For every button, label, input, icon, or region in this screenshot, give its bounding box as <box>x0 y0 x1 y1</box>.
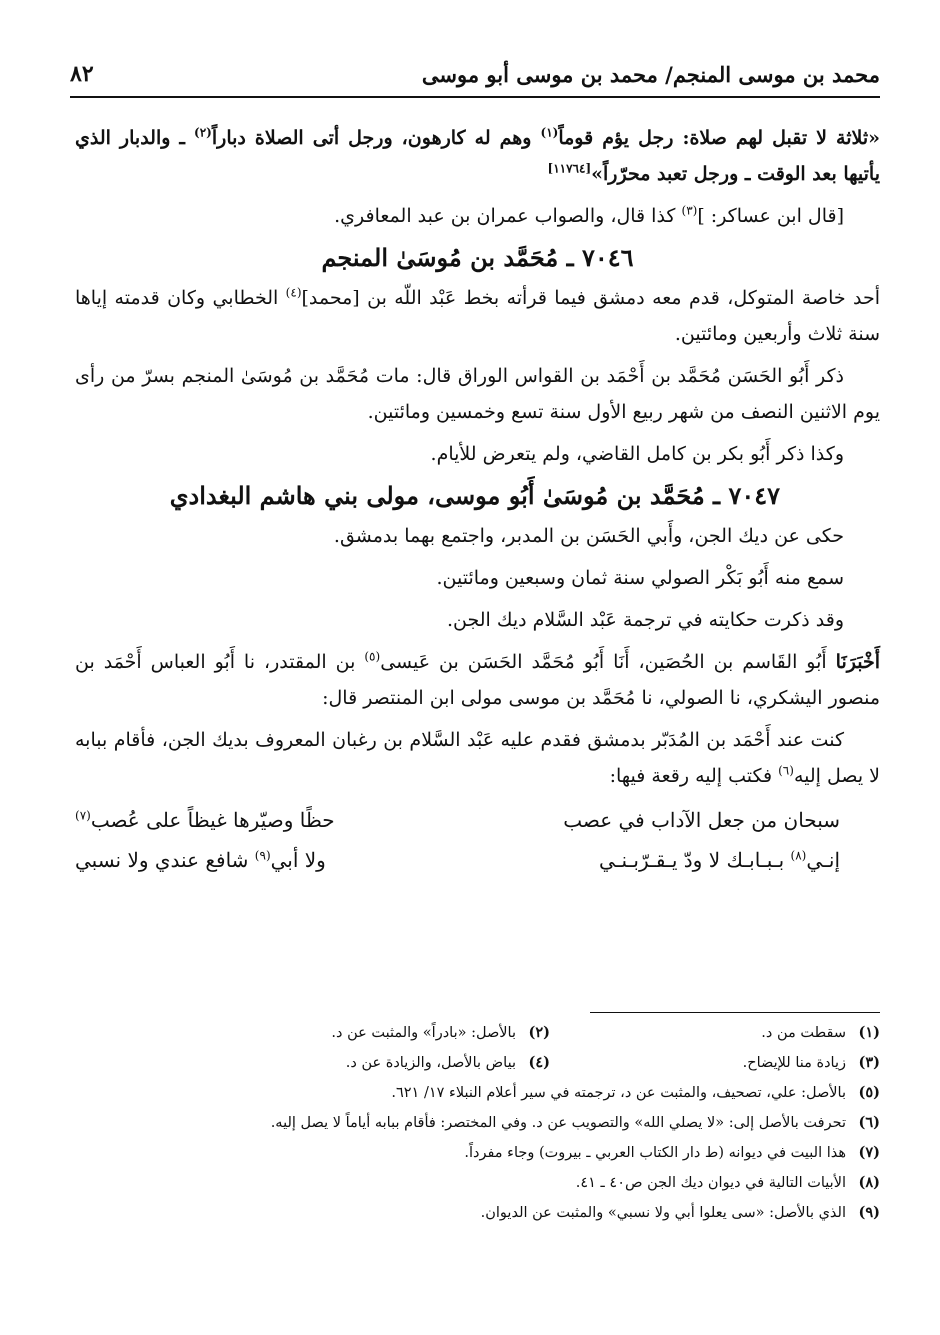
footnote-8: (٨)الأبيات التالية في ديوان ديك الجن ص٤٠ ـ ٤١. <box>575 1174 880 1191</box>
paragraph-3: أحد خاصة المتوكل، قدم معه دمشق فيما قرأته بخط عَبْد اللّه بن [محمد]$^{(٤)}$ الخطابي وكان قدمته إياها سنة ثلاث وأربعين ومائتين. <box>75 285 880 345</box>
footnote-divider <box>590 1012 880 1013</box>
editor-note-paragraph: [قال ابن عساكر: ]$^{(٣)}$ كذا قال، والصواب عمران بن عبد المعافري. <box>334 203 844 227</box>
hemistich: حظًا وصيّرها غيظاً على عُصب$^{(٧)}$ <box>75 808 335 832</box>
hemistich: سبحان من جعل الآداب في عصب <box>563 808 840 832</box>
isnad-paragraph: أَخْبَرَنَا أَبُو القَاسم بن الحُصَين، أَنَا أَبُو مُحَمَّد الحَسَن بن عَيسى$^{(٥)}$ بن المقتدر، نا أَبُو العباس أَحْمَد بن منصور اليشكري، نا الصولي، نا مُحَمَّد بن موسى مولى ابن المنتصر قال: <box>75 649 880 709</box>
footnote-7: (٧)هذا البيت في ديوانه (ط دار الكتاب العربي ـ بيروت) وجاء مفرداً. <box>464 1144 880 1161</box>
footnote-2: (٢)بالأصل: «بادراً» والمثبت عن د. <box>331 1024 550 1041</box>
footnote-6: (٦)تحرفت بالأصل إلى: «لا يصلي الله» والتصويب عن د. وفي المختصر: فأقام ببابه أياماً لا يصل إليه. <box>270 1114 880 1131</box>
paragraph-8: وقد ذكرت حكايته في ترجمة عَبْد السَّلام ديك الجن. <box>446 609 844 631</box>
footnote-9: (٩)الذي بالأصل: «سى يعلوا أبي ولا نسبي» والمثبت عن الديوان. <box>480 1204 880 1221</box>
poem-line-1 <box>75 800 880 840</box>
hemistich: ولا أبي$^{(٩)}$ شافع عندي ولا نسبي <box>75 848 326 872</box>
entry-title-7046: ٧٠٤٦ ـ مُحَمَّد بن مُوسَىٰ المنجم <box>321 243 634 272</box>
page-number: ٨٢ <box>70 61 94 87</box>
footnote-3: (٣)زيادة منا للإيضاح. <box>742 1054 880 1071</box>
paragraph-6: حكى عن ديك الجن، وأَبي الحَسَن بن المدبر، واجتمع بهما بدمشق. <box>333 525 844 547</box>
entry-title-7047: ٧٠٤٧ ـ مُحَمَّد بن مُوسَىٰ أَبُو موسى، مولى بني هاشم البغدادي <box>169 481 780 510</box>
footnote-row <box>80 1018 880 1048</box>
paragraph-7: سمع منه أَبُو بَكْر الصولي سنة ثمان وسبعين ومائتين. <box>436 567 844 589</box>
footnote-1: (١)سقطت من د. <box>761 1024 880 1041</box>
footnote-row <box>80 1048 880 1078</box>
paragraph-10: كنت عند أَحْمَد بن المُدَبّر بدمشق فقدم عليه عَبْد السَّلام بن رغبان المعروف بديك الجن، فأقام ببابه لا يصل إليه$^{(٦)}$ فكتب إليه رقعة فيها: <box>75 729 880 787</box>
page-header <box>70 52 880 98</box>
hemistich: إنـي$^{(٨)}$ بـبـابـك لا ودّ يـقـرّبـنـي <box>598 848 840 872</box>
paragraph-4: ذكر أَبُو الحَسَن مُحَمَّد بن أَحْمَد بن القواس الوراق قال: مات مُحَمَّد بن مُوسَىٰ المنجم بسرّ من رأى يوم الاثنين النصف من شهر ربيع الأول سنة تسع وخمسين ومائتين. <box>75 365 880 423</box>
poem-line-2 <box>75 840 880 880</box>
footnotes <box>80 1018 880 1228</box>
main-text <box>75 120 880 880</box>
footnote-5: (٥)بالأصل: علي، تصحيف، والمثبت عن د، ترجمته في سير أعلام النبلاء ١٧/ ٦٢١. <box>391 1084 880 1101</box>
hadith-paragraph: «ثلاثة لا تقبل لهم صلاة: رجل يؤم قوماً$^{(١)}$ وهم له كارهون، ورجل أتى الصلاة دباراً$^{(٢)}$ ـ والدبار الذي يأتيها بعد الوقت ـ ورجل تعبد محرّراً»[١١٧٦٤] <box>75 125 881 185</box>
running-title: محمد بن موسى المنجم/ محمد بن موسى أبو موسى <box>421 61 880 87</box>
poem <box>75 800 880 880</box>
paragraph-5: وكذا ذكر أَبُو بكر بن كامل القاضي، ولم يتعرض للأيام. <box>430 443 844 465</box>
footnote-4: (٤)بياض بالأصل، والزيادة عن د. <box>345 1054 550 1071</box>
